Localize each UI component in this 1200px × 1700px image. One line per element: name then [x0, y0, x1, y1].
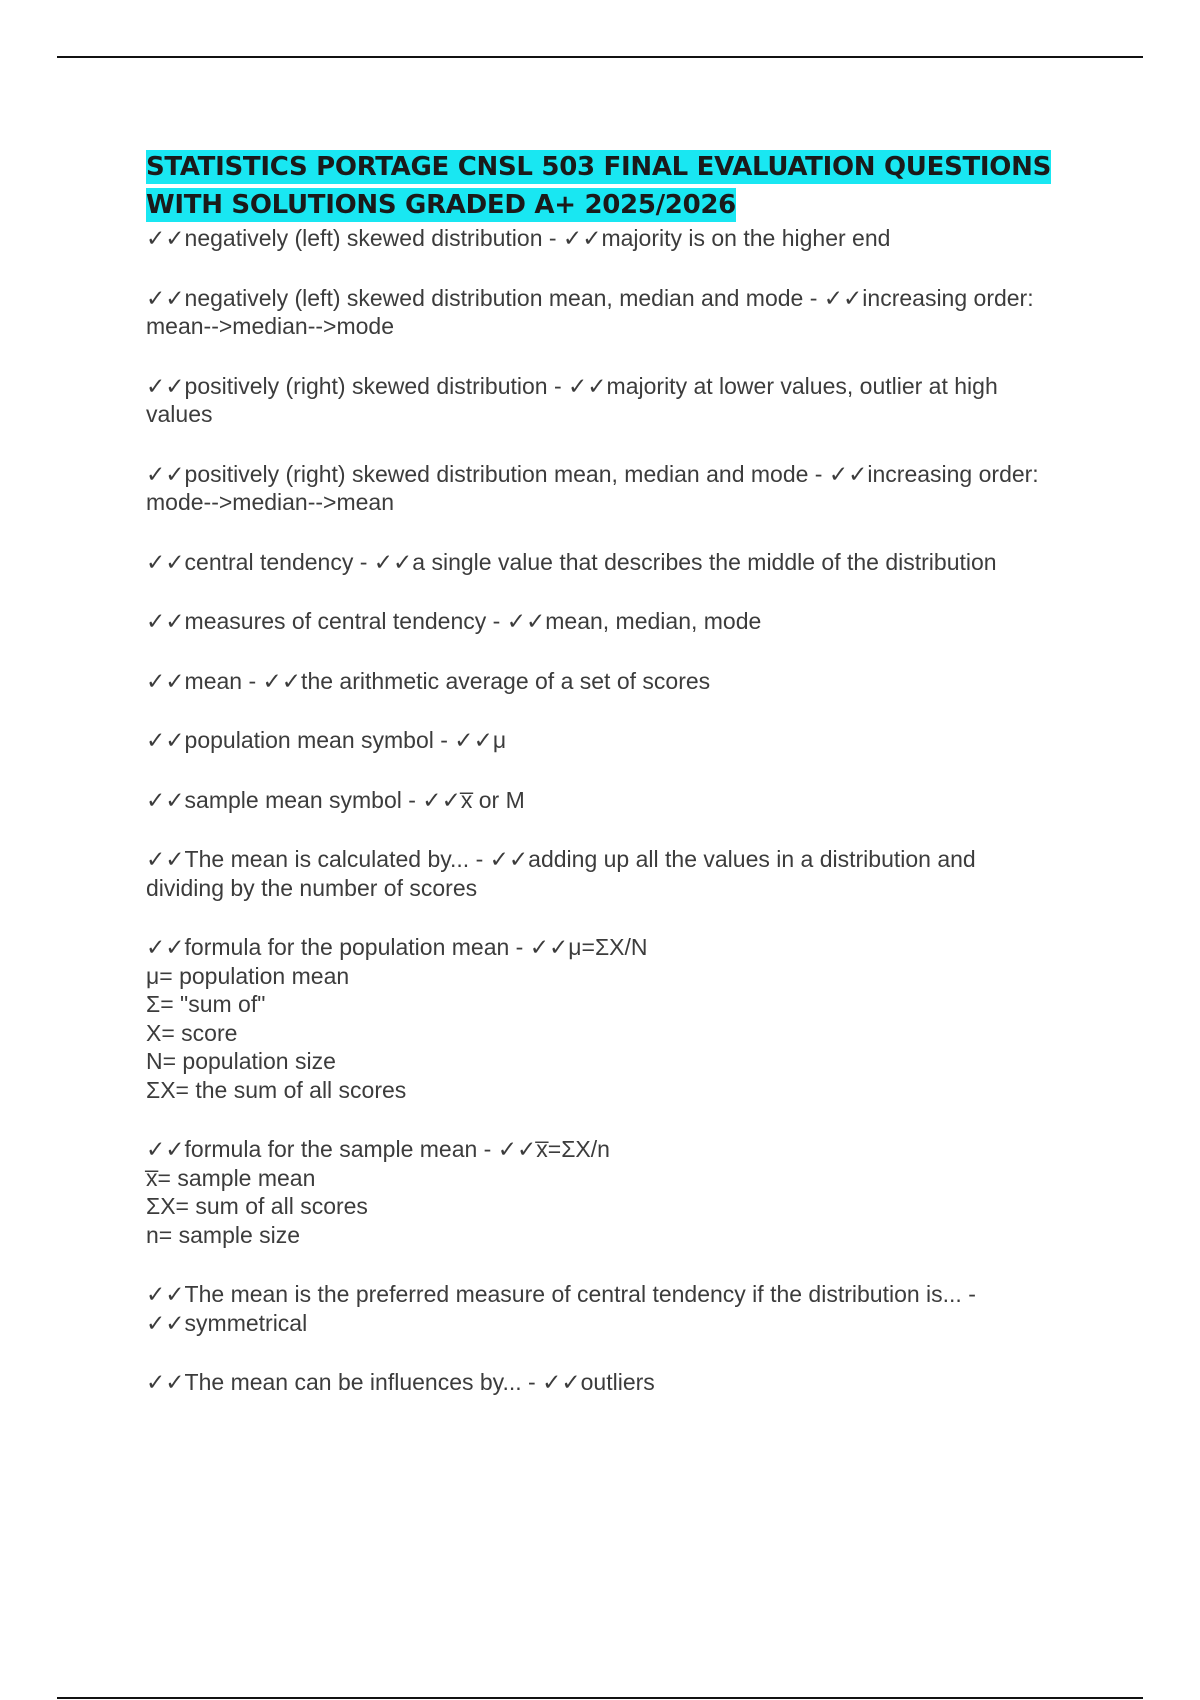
qa-detail-line: mean-->median-->mode — [146, 313, 395, 339]
qa-detail-line: ΣX= the sum of all scores — [146, 1076, 407, 1103]
qa-term-line: ✓✓positively (right) skewed distribution - ✓✓majority at lower values, outlier at high — [146, 372, 998, 399]
top-rule — [57, 56, 1143, 58]
qa-entry — [146, 1135, 1086, 1249]
qa-entry — [146, 1368, 1086, 1397]
qa-term-line: ✓✓formula for the sample mean - ✓✓x̅=ΣX/n — [146, 1136, 610, 1162]
qa-term-line: ✓✓central tendency - ✓✓a single value that describes the middle of the distribution — [146, 548, 997, 575]
qa-detail-line: values — [146, 401, 213, 427]
qa-term-line: ✓✓measures of central tendency - ✓✓mean, median, mode — [146, 608, 762, 634]
qa-detail-line: dividing by the number of scores — [146, 874, 478, 901]
qa-term-line: ✓✓negatively (left) skewed distribution - ✓✓majority is on the higher end — [146, 225, 891, 251]
qa-entry — [146, 726, 1086, 755]
qa-entry — [146, 786, 1086, 815]
qa-detail-line: X= score — [146, 1019, 238, 1046]
qa-term-line: ✓✓negatively (left) skewed distribution mean, median and mode - ✓✓increasing order: — [146, 284, 1034, 311]
qa-detail-line: x̅= sample mean — [146, 1164, 316, 1191]
qa-term-line: ✓✓The mean can be influences by... - ✓✓outliers — [146, 1369, 655, 1395]
qa-term-line: ✓✓sample mean symbol - ✓✓x̅ or M — [146, 786, 525, 813]
qa-term-line: ✓✓positively (right) skewed distribution mean, median and mode - ✓✓increasing order: — [146, 460, 1039, 487]
document-title — [146, 148, 1086, 224]
qa-entry — [146, 224, 1086, 253]
qa-term-line: ✓✓The mean is calculated by... - ✓✓adding up all the values in a distribution and — [146, 846, 976, 872]
qa-entry — [146, 607, 1086, 636]
qa-term-line: ✓✓formula for the population mean - ✓✓μ=ΣX/N — [146, 934, 648, 960]
qa-detail-line: ✓✓symmetrical — [146, 1309, 308, 1336]
qa-entry — [146, 460, 1086, 517]
qa-detail-line: μ= population mean — [146, 962, 350, 989]
qa-term-line: ✓✓The mean is the preferred measure of central tendency if the distribution is... - — [146, 1281, 976, 1307]
qa-detail-line: n= sample size — [146, 1221, 301, 1248]
qa-detail-line: mode-->median-->mean — [146, 489, 395, 515]
qa-entry — [146, 1280, 1086, 1337]
qa-entry — [146, 667, 1086, 696]
qa-detail-line: ΣX= sum of all scores — [146, 1193, 368, 1219]
qa-entry — [146, 845, 1086, 902]
qa-list — [146, 224, 1086, 1397]
document-body — [146, 148, 1086, 1397]
qa-entry — [146, 284, 1086, 341]
qa-entry — [146, 372, 1086, 429]
qa-entry — [146, 548, 1086, 577]
bottom-rule — [57, 1697, 1143, 1699]
qa-term-line: ✓✓population mean symbol - ✓✓μ — [146, 727, 507, 753]
qa-detail-line: N= population size — [146, 1048, 336, 1074]
qa-term-line: ✓✓mean - ✓✓the arithmetic average of a set of scores — [146, 667, 711, 694]
title-line-2: WITH SOLUTIONS GRADED A+ 2025/2026 — [146, 190, 736, 220]
qa-detail-line: Σ= "sum of" — [146, 991, 266, 1017]
qa-entry — [146, 933, 1086, 1104]
title-line-1: STATISTICS PORTAGE CNSL 503 FINAL EVALUATION QUESTIONS — [146, 152, 1051, 182]
